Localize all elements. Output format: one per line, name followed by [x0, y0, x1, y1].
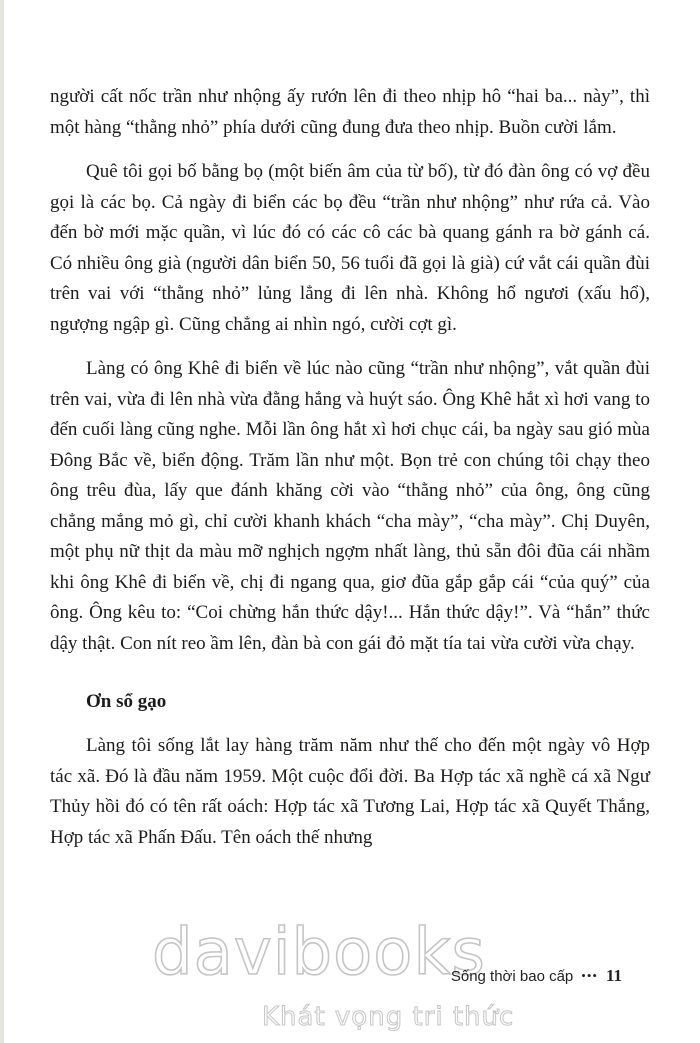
- page-body: [50, 82, 650, 867]
- page-number: 11: [605, 966, 622, 985]
- page-edge: [0, 0, 4, 1043]
- section-heading: Ơn sổ gạo: [86, 691, 167, 712]
- paragraph-4: Làng tôi sống lắt lay hàng trăm năm như thế cho đến một ngày vô Hợp tác xã. Đó là đầu năm 1959. Một cuộc đổi đời. Ba Hợp tác xã nghề cá xã Ngư Thủy hồi đó có tên rất oách: Hợp tác xã Tương Lai, Hợp tác xã Quyết Thắng, Hợp tác xã Phấn Đấu. Tên oách thế nhưng: [50, 735, 650, 848]
- watermark-tagline: Khát vọng tri thức: [262, 1002, 515, 1032]
- running-title: Sống thời bao cấp: [450, 967, 574, 985]
- paragraph-3: Làng có ông Khê đi biển về lúc nào cũng “trần như nhộng”, vắt quần đùi trên vai, vừa đi lên nhà vừa đằng hắng và huýt sáo. Ông Khê hắt xì hơi vang to đến cuối làng cũng nghe. Mỗi lần ông hắt xì hơi chục cái, ba ngày sau gió mùa Đông Bắc về, biển động. Trăm lần như một. Bọn trẻ con chúng tôi chạy theo ông trêu đùa, lấy que đánh khăng cời vào “thằng nhỏ” của ông, ông cũng chẳng mắng mỏ gì, chỉ cười khanh khách “cha mày”, “cha mày”. Chị Duyên, một phụ nữ thịt da màu mỡ nghịch ngợm nhất làng, thủ sẵn đôi đũa cái nhầm khi ông Khê đi biển về, chị đi ngang qua, giơ đũa gắp gắp cái “của quý” của ông. Ông kêu to: “Coi chừng hắn thức dậy!... Hắn thức dậy!”. Và “hắn” thức dậy thật. Con nít reo ầm lên, đàn bà con gái đỏ mặt tía tai vừa cười vừa chạy.: [50, 358, 650, 654]
- paragraph-1: người cất nốc trần như nhộng ấy rướn lên đi theo nhịp hô “hai ba... này”, thì một hàng “thằng nhỏ” phía dưới cũng đung đưa theo nhịp. Buồn cười lắm.: [50, 86, 650, 138]
- watermark-brand: davibooks: [152, 916, 486, 990]
- paragraph-2: Quê tôi gọi bố bằng bọ (một biến âm của từ bố), từ đó đàn ông có vợ đều gọi là các bọ. Cả ngày đi biển các bọ đều “trần như nhộng” như rứa cả. Vào đến bờ mới mặc quần, vì lúc đó có các cô các bà quang gánh ra bờ gánh cá. Có nhiều ông già (người dân biển 50, 56 tuổi đã gọi là già) cứ vắt cái quần đùi trên vai với “thằng nhỏ” lủng lẳng đi lên nhà. Không hổ ngươi (xấu hổ), ngượng ngập gì. Cũng chẳng ai nhìn ngó, cười cợt gì.: [50, 161, 650, 335]
- footer-ornament: •••: [581, 968, 598, 983]
- page-footer: [451, 966, 622, 986]
